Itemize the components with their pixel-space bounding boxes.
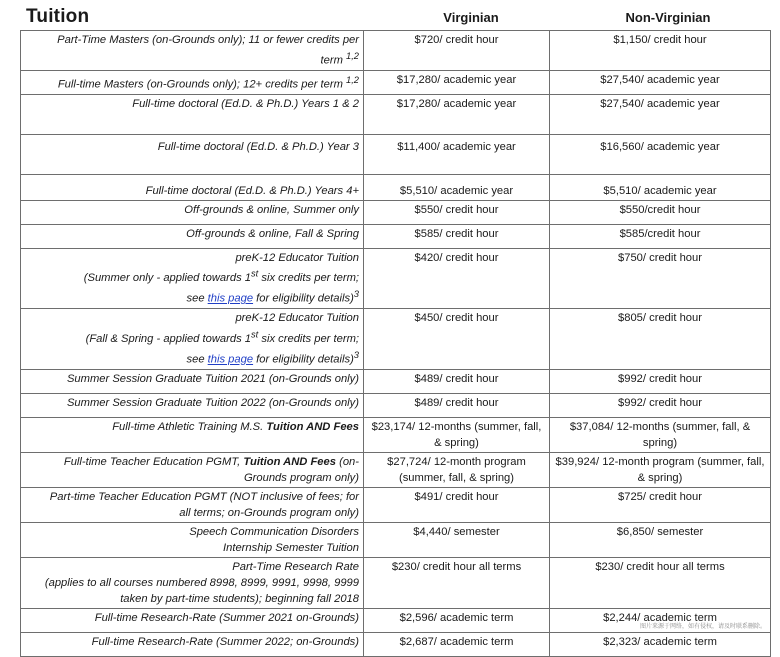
virginian-rate: $5,510/ academic year [364, 174, 550, 200]
table-row [21, 393, 771, 417]
non-virginian-rate: $992/ credit hour [550, 369, 771, 393]
non-virginian-rate: $992/ credit hour [550, 393, 771, 417]
watermark: 图片来源于网络，如有侵权，请及时联系删除。 [639, 624, 766, 630]
virginian-rate: $585/ credit hour [364, 224, 550, 248]
non-virginian-rate: $725/ credit hour [550, 487, 771, 522]
virginian-rate: $4,440/ semester [364, 522, 550, 557]
eligibility-link[interactable]: this page [207, 353, 254, 366]
tuition-table [20, 30, 771, 657]
non-virginian-rate: $2,323/ academic term [550, 632, 771, 656]
row-label: Full-time Masters (on-Grounds only); 12+ credits per term $^{1,2}$ [21, 70, 364, 94]
table-row [21, 522, 771, 557]
table-row [21, 417, 771, 452]
row-label: Summer Session Graduate Tuition 2022 (on-Grounds only) [21, 393, 364, 417]
non-virginian-rate: $27,540/ academic year [550, 70, 771, 94]
non-virginian-rate: $16,560/ academic year [550, 134, 771, 174]
non-virginian-rate: $550/credit hour [550, 200, 771, 224]
row-label: Full-time Research-Rate (Summer 2021 on-Grounds) [21, 608, 364, 632]
non-virginian-rate: $6,850/ semester [550, 522, 771, 557]
table-row [21, 31, 771, 71]
row-label: Full-time Athletic Training M.S. Tuition AND Fees [21, 417, 364, 452]
non-virginian-rate: $27,540/ academic year [550, 94, 771, 134]
table-row [21, 452, 771, 487]
virginian-rate: $720/ credit hour [364, 31, 550, 71]
virginian-rate: $11,400/ academic year [364, 134, 550, 174]
virginian-rate: $550/ credit hour [364, 200, 550, 224]
virginian-rate: $489/ credit hour [364, 393, 550, 417]
non-virginian-rate: $39,924/ 12-month program (summer, fall, & spring) [550, 452, 771, 487]
virginian-rate: $230/ credit hour all terms [364, 557, 550, 608]
table-row [21, 70, 771, 94]
non-virginian-rate: $585/credit hour [550, 224, 771, 248]
row-label: preK-12 Educator Tuition (Summer only - applied towards 1st six credits per term; see this page for eligibility details)$^3$ [21, 248, 364, 308]
virginian-rate: $17,280/ academic year [364, 70, 550, 94]
virginian-rate: $491/ credit hour [364, 487, 550, 522]
virginian-rate: $23,174/ 12-months (summer, fall, & spring) [364, 417, 550, 452]
row-label: Off-grounds & online, Summer only [21, 200, 364, 224]
table-row [21, 134, 771, 174]
virginian-rate: $420/ credit hour [364, 248, 550, 308]
non-virginian-rate: $750/ credit hour [550, 248, 771, 308]
virginian-rate: $27,724/ 12-month program (summer, fall, & spring) [364, 452, 550, 487]
row-label: Speech Communication Disorders Internship Semester Tuition [21, 522, 364, 557]
non-virginian-rate: $2,244/ academic term [550, 608, 771, 632]
table-row [21, 200, 771, 224]
row-label: Part-Time Masters (on-Grounds only); 11 or fewer credits per term $^{1,2}$ [21, 31, 364, 71]
non-virginian-rate: $37,084/ 12-months (summer, fall, & spring) [550, 417, 771, 452]
table-row [21, 94, 771, 134]
column-header-non-virginian: Non-Virginian [625, 10, 711, 25]
non-virginian-rate: $805/ credit hour [550, 309, 771, 369]
row-label: Full-time Teacher Education PGMT, Tuition AND Fees (on-Grounds program only) [21, 452, 364, 487]
table-row [21, 309, 771, 369]
row-label: Full-time doctoral (Ed.D. & Ph.D.) Years 1 & 2 [21, 94, 364, 134]
virginian-rate: $2,596/ academic term [364, 608, 550, 632]
table-row [21, 248, 771, 308]
table-row [21, 224, 771, 248]
virginian-rate: $2,687/ academic term [364, 632, 550, 656]
virginian-rate: $450/ credit hour [364, 309, 550, 369]
row-label: Full-time Research-Rate (Summer 2022; on-Grounds) [21, 632, 364, 656]
row-label: Off-grounds & online, Fall & Spring [21, 224, 364, 248]
row-label: Summer Session Graduate Tuition 2021 (on-Grounds only) [21, 369, 364, 393]
eligibility-link[interactable]: this page [207, 293, 254, 306]
table-row [21, 369, 771, 393]
table-row [21, 557, 771, 608]
non-virginian-rate: $230/ credit hour all terms [550, 557, 771, 608]
virginian-rate: $17,280/ academic year [364, 94, 550, 134]
non-virginian-rate: $1,150/ credit hour [550, 31, 771, 71]
non-virginian-rate: $5,510/ academic year [550, 174, 771, 200]
row-label: Part-Time Research Rate (applies to all courses numbered 8998, 8999, 9991, 9998, 9999 taken by part-time students); beginning fall 2018 [21, 557, 364, 608]
page-title: Tuition [26, 6, 90, 27]
row-label: Full-time doctoral (Ed.D. & Ph.D.) Years 4+ [21, 174, 364, 200]
row-label: Part-time Teacher Education PGMT (NOT inclusive of fees; for all terms; on-Grounds program only) [21, 487, 364, 522]
column-header-virginian: Virginian [443, 10, 499, 25]
virginian-rate: $489/ credit hour [364, 369, 550, 393]
table-row [21, 174, 771, 200]
row-label: preK-12 Educator Tuition (Fall & Spring - applied towards 1st six credits per term; see this page for eligibility details)$^3$ [21, 309, 364, 369]
row-label: Full-time doctoral (Ed.D. & Ph.D.) Year 3 [21, 134, 364, 174]
table-row [21, 487, 771, 522]
